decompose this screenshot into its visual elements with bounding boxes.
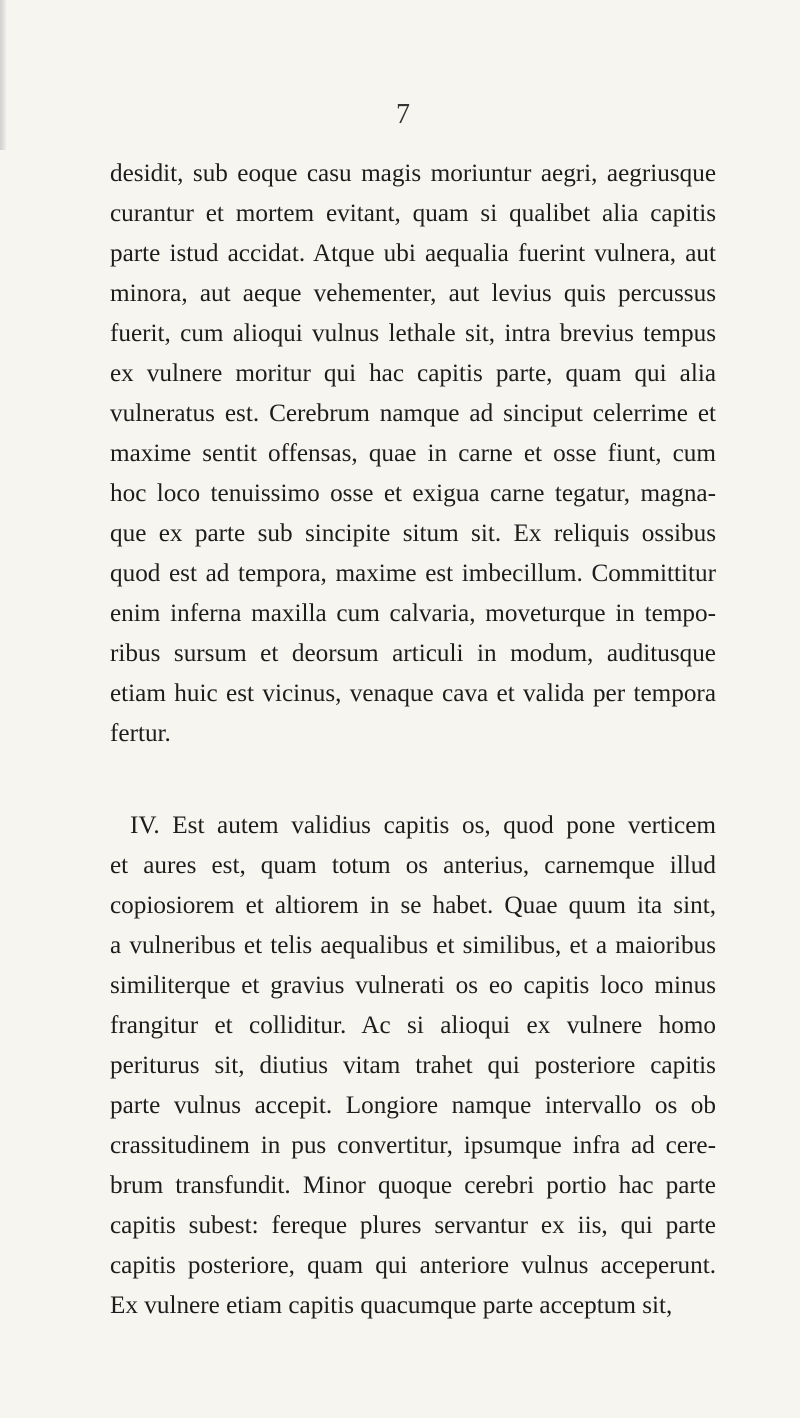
text-line: fuerit, cum alioqui vulnus lethale sit, intra brevius tempus [110,320,716,347]
text-line: maxime sentit offensas, quae in carne et osse fiunt, cum [110,440,716,467]
text-line: hoc loco tenuissimo osse et exigua carne tegatur, magna- [110,480,716,507]
text-line: periturus sit, diutius vitam trahet qui posteriore capitis [110,1052,716,1079]
text-line: copiosiorem et altiorem in se habet. Quae quum ita sint, [110,892,716,919]
text-line: enim inferna maxilla cum calvaria, moveturque in tempo- [110,600,716,627]
text-line: curantur et mortem evitant, quam si qualibet alia capitis [110,200,716,227]
text-line: desidit, sub eoque casu magis moriuntur aegri, aegriusque [110,160,716,187]
page-number: 7 [396,99,410,130]
text-line: brum transfundit. Minor quoque cerebri portio hac parte [110,1172,716,1199]
text-line: vulneratus est. Cerebrum namque ad sinciput celerrime et [110,400,716,427]
text-line: a vulneribus et telis aequalibus et similibus, et a maioribus [110,932,716,959]
paragraph-2 [110,806,716,1326]
paragraph-1 [110,154,716,754]
text-line: ex vulnere moritur qui hac capitis parte, quam qui alia [110,360,716,387]
text-line: que ex parte sub sincipite situm sit. Ex reliquis ossibus [110,520,716,547]
text-line: parte istud accidat. Atque ubi aequalia fuerint vulnera, aut [110,240,716,267]
text-line: et aures est, quam totum os anterius, carnemque illud [110,852,716,879]
text-line: capitis posteriore, quam qui anteriore vulnus acceperunt. [110,1252,716,1279]
text-line: quod est ad tempora, maxime est imbecillum. Committitur [110,560,716,587]
text-line: similiterque et gravius vulnerati os eo capitis loco minus [110,972,716,999]
text-line: IV. Est autem validius capitis os, quod pone verticem [130,812,716,839]
text-line: parte vulnus accepit. Longiore namque intervallo os ob [110,1092,716,1119]
text-line: frangitur et colliditur. Ac si alioqui ex vulnere homo [110,1012,716,1039]
text-line: ribus sursum et deorsum articuli in modum, auditusque [110,640,716,667]
text-line: fertur. [110,720,171,747]
text-line: crassitudinem in pus convertitur, ipsumque infra ad cere- [110,1132,716,1159]
body-text [110,154,716,1326]
text-line: Ex vulnere etiam capitis quacumque parte acceptum sit, [110,1292,673,1319]
text-line: capitis subest: fereque plures servantur ex iis, qui parte [110,1212,716,1239]
page-edge-shadow [0,0,6,150]
text-line: etiam huic est vicinus, venaque cava et valida per tempora [110,680,716,707]
text-line: minora, aut aeque vehementer, aut levius quis percussus [110,280,716,307]
paragraph-gap [110,754,716,806]
